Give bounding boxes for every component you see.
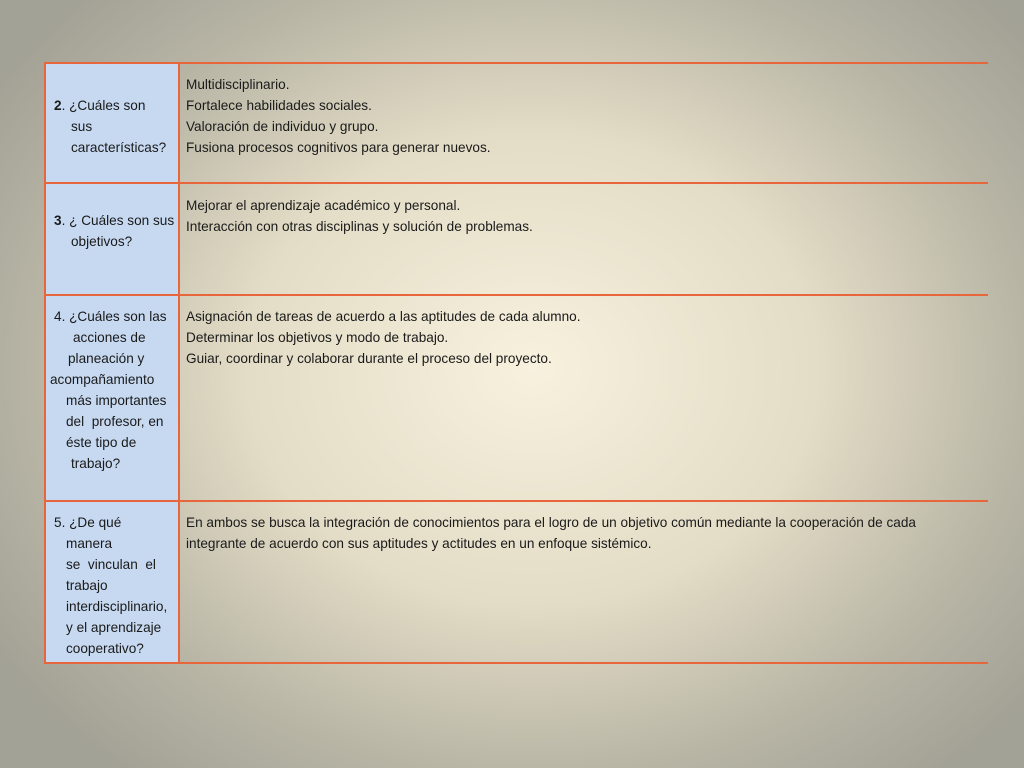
question-text: más importantes	[66, 393, 167, 408]
table-row	[45, 63, 988, 183]
answer-line: Interacción con otras disciplinas y solución de problemas.	[186, 219, 533, 234]
answer-line: En ambos se busca la integración de conocimientos para el logro de un objetivo común mediante la cooperación de cada	[186, 515, 916, 530]
qa-table	[44, 62, 988, 664]
question-text: . ¿ Cuáles son sus	[61, 213, 175, 228]
answer-line: Valoración de individuo y grupo.	[186, 119, 379, 134]
question-text: manera	[66, 536, 113, 551]
answer-cell	[179, 63, 988, 183]
question-cell	[45, 501, 179, 663]
answer-line: Guiar, coordinar y colaborar durante el proceso del proyecto.	[186, 351, 552, 366]
question-text: del profesor, en	[66, 414, 164, 429]
answer-line: integrante de acuerdo con sus aptitudes y actitudes en un enfoque sistémico.	[186, 536, 652, 551]
question-text: . ¿Cuáles son	[61, 98, 146, 113]
question-number: 4	[54, 309, 62, 324]
question-text: características?	[71, 140, 167, 155]
table-row	[45, 501, 988, 663]
question-text: cooperativo?	[66, 641, 144, 656]
question-text: objetivos?	[71, 234, 133, 249]
question-text: trabajo?	[71, 456, 121, 471]
question-text: acciones de	[73, 330, 146, 345]
question-cell	[45, 295, 179, 501]
answer-cell	[179, 501, 988, 663]
question-cell	[45, 183, 179, 295]
answer-cell	[179, 183, 988, 295]
question-text: interdisciplinario,	[66, 599, 168, 614]
table-row	[45, 183, 988, 295]
answer-line: Fortalece habilidades sociales.	[186, 98, 372, 113]
question-text: . ¿Cuáles son las	[61, 309, 167, 324]
question-text: éste tipo de	[66, 435, 137, 450]
answer-line: Asignación de tareas de acuerdo a las aptitudes de cada alumno.	[186, 309, 581, 324]
question-cell	[45, 63, 179, 183]
answer-line: Determinar los objetivos y modo de trabajo.	[186, 330, 449, 345]
question-text: acompañamiento	[50, 372, 155, 387]
question-number: 5	[54, 515, 62, 530]
question-number: 3	[54, 213, 62, 228]
question-text: planeación y	[68, 351, 145, 366]
question-number: 2	[54, 98, 62, 113]
question-text: . ¿De qué	[61, 515, 122, 530]
question-text: trabajo	[66, 578, 108, 593]
table-row	[45, 295, 988, 501]
question-text: sus	[71, 119, 93, 134]
answer-cell	[179, 295, 988, 501]
answer-line: Mejorar el aprendizaje académico y personal.	[186, 198, 461, 213]
question-text: se vinculan el	[66, 557, 156, 572]
answer-line: Fusiona procesos cognitivos para generar nuevos.	[186, 140, 491, 155]
question-text: y el aprendizaje	[66, 620, 162, 635]
answer-line: Multidisciplinario.	[186, 77, 290, 92]
